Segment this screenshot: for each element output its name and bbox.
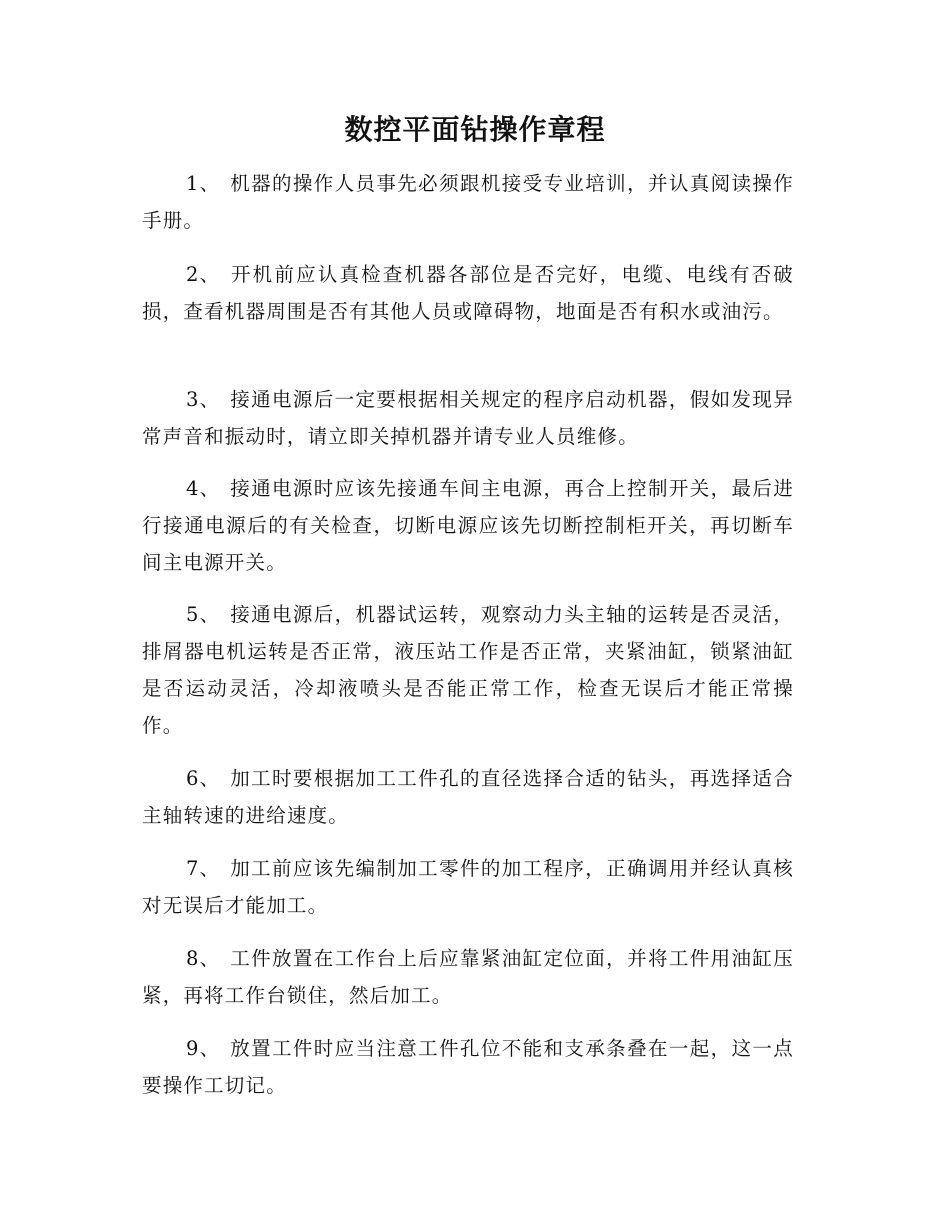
rule-item-6 xyxy=(142,760,794,834)
rule-number: 7、 xyxy=(186,857,221,880)
rule-item-1 xyxy=(142,165,794,239)
rule-item-9 xyxy=(142,1030,794,1104)
rule-text: 加工前应该先编制加工零件的加工程序，正确调用并经认真核对无误后才能加工。 xyxy=(142,857,794,917)
rule-text: 工件放置在工作台上后应靠紧油缸定位面，并将工件用油缸压紧，再将工作台锁住，然后加工。 xyxy=(142,947,794,1007)
rule-text: 放置工件时应当注意工件孔位不能和支承条叠在一起，这一点要操作工切记。 xyxy=(142,1037,794,1097)
rule-text: 加工时要根据加工工件孔的直径选择合适的钻头，再选择适合主轴转速的进给速度。 xyxy=(142,767,794,827)
rule-number: 9、 xyxy=(186,1037,221,1060)
rule-number: 8、 xyxy=(186,947,221,970)
rule-item-5 xyxy=(142,596,794,744)
rule-item-7 xyxy=(142,850,794,924)
rule-text: 接通电源后一定要根据相关规定的程序启动机器，假如发现异常声音和振动时，请立即关掉机器并请专业人员维修。 xyxy=(142,388,794,448)
rule-text: 接通电源时应该先接通车间主电源，再合上控制开关，最后进行接通电源后的有关检查，切断电源应该先切断控制柜开关，再切断车间主电源开关。 xyxy=(142,477,794,574)
rule-number: 5、 xyxy=(186,603,221,626)
rule-number: 6、 xyxy=(186,767,221,790)
rule-number: 4、 xyxy=(186,477,221,500)
rule-number: 2、 xyxy=(186,263,221,286)
page-title: 数控平面钻操作章程 xyxy=(344,113,606,146)
rule-number: 1、 xyxy=(186,172,221,195)
rule-number: 3、 xyxy=(186,388,221,411)
rule-text: 机器的操作人员事先必须跟机接受专业培训，并认真阅读操作手册。 xyxy=(142,172,794,232)
rule-item-8 xyxy=(142,940,794,1014)
rule-item-4 xyxy=(142,470,794,581)
rule-text: 接通电源后，机器试运转，观察动力头主轴的运转是否灵活，排屑器电机运转是否正常，液压站工作是否正常，夹紧油缸，锁紧油缸是否运动灵活，冷却液喷头是否能正常工作，检查无误后才能正常操作。 xyxy=(142,603,794,737)
rule-text: 开机前应认真检查机器各部位是否完好，电缆、电线有否破损，查看机器周围是否有其他人员或障碍物，地面是否有积水或油污。 xyxy=(142,263,794,323)
rule-item-3 xyxy=(142,381,794,455)
rule-item-2 xyxy=(142,256,794,330)
